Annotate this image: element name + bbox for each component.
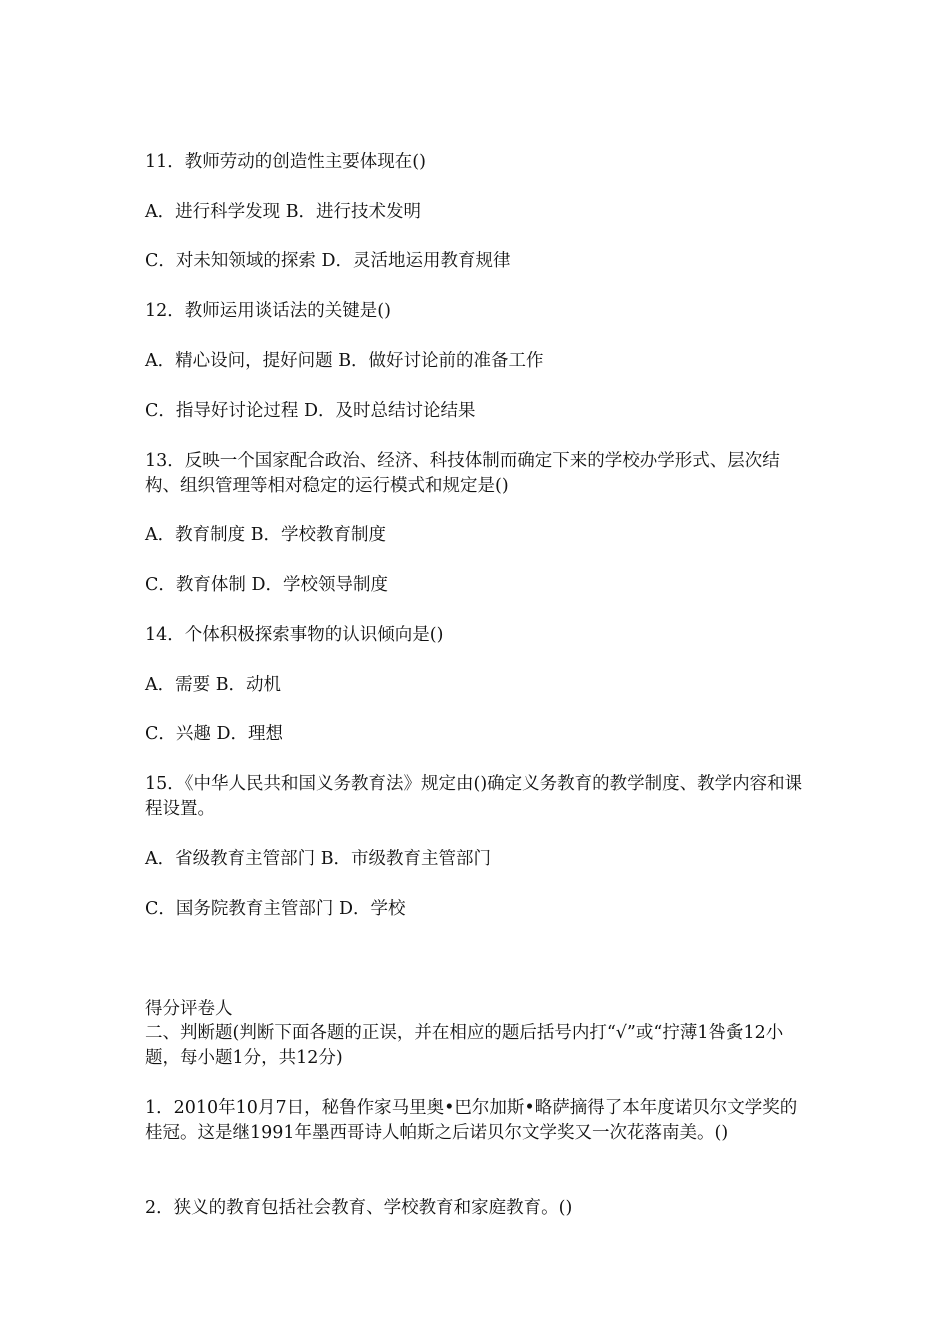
judgment-item-1: 1．2010年10月7日，秘鲁作家马里奥•巴尔加斯•略萨摘得了本年度诺贝尔文学奖的桂冠。这是继1991年墨西哥诗人帕斯之后诺贝尔文学奖又一次花落南美。()	[145, 1098, 798, 1143]
question-14-options-cd: C．兴趣 D．理想	[145, 724, 283, 744]
question-12-options-cd: C．指导好讨论过程 D．及时总结讨论结果	[145, 401, 476, 421]
question-15-stem: 15．《中华人民共和国义务教育法》规定由()确定义务教育的教学制度、教学内容和课程设置。	[145, 774, 803, 819]
question-13-options-ab: A．教育制度 B．学校教育制度	[145, 525, 387, 545]
score-grader-label: 得分评卷人	[145, 999, 233, 1019]
question-15-options-ab: A．省级教育主管部门 B．市级教育主管部门	[145, 849, 492, 869]
question-11-options-cd: C．对未知领域的探索 D．灵活地运用教育规律	[145, 251, 511, 271]
question-11-options-ab: A．进行科学发现 B．进行技术发明	[145, 202, 422, 222]
judgment-item-2: 2．狭义的教育包括社会教育、学校教育和家庭教育。()	[145, 1198, 573, 1218]
question-13-options-cd: C．教育体制 D．学校领导制度	[145, 575, 388, 595]
question-15-options-cd: C．国务院教育主管部门 D．学校	[145, 899, 406, 919]
question-11-stem: 11．教师劳动的创造性主要体现在()	[145, 152, 426, 172]
question-14-stem: 14．个体积极探索事物的认识倾向是()	[145, 625, 444, 645]
question-12-stem: 12．教师运用谈话法的关键是()	[145, 301, 391, 321]
question-12-options-ab: A．精心设问，提好问题 B．做好讨论前的准备工作	[145, 351, 544, 371]
question-14-options-ab: A．需要 B．动机	[145, 675, 282, 695]
question-13-stem: 13．反映一个国家配合政治、经济、科技体制而确定下来的学校办学形式、层次结构、组织管理等相对稳定的运行模式和规定是()	[145, 451, 780, 496]
section-2-title: 二、判断题(判断下面各题的正误，并在相应的题后括号内打“√”或“拧薄1咎夤12小题，每小题1分，共12分)	[145, 1023, 784, 1068]
